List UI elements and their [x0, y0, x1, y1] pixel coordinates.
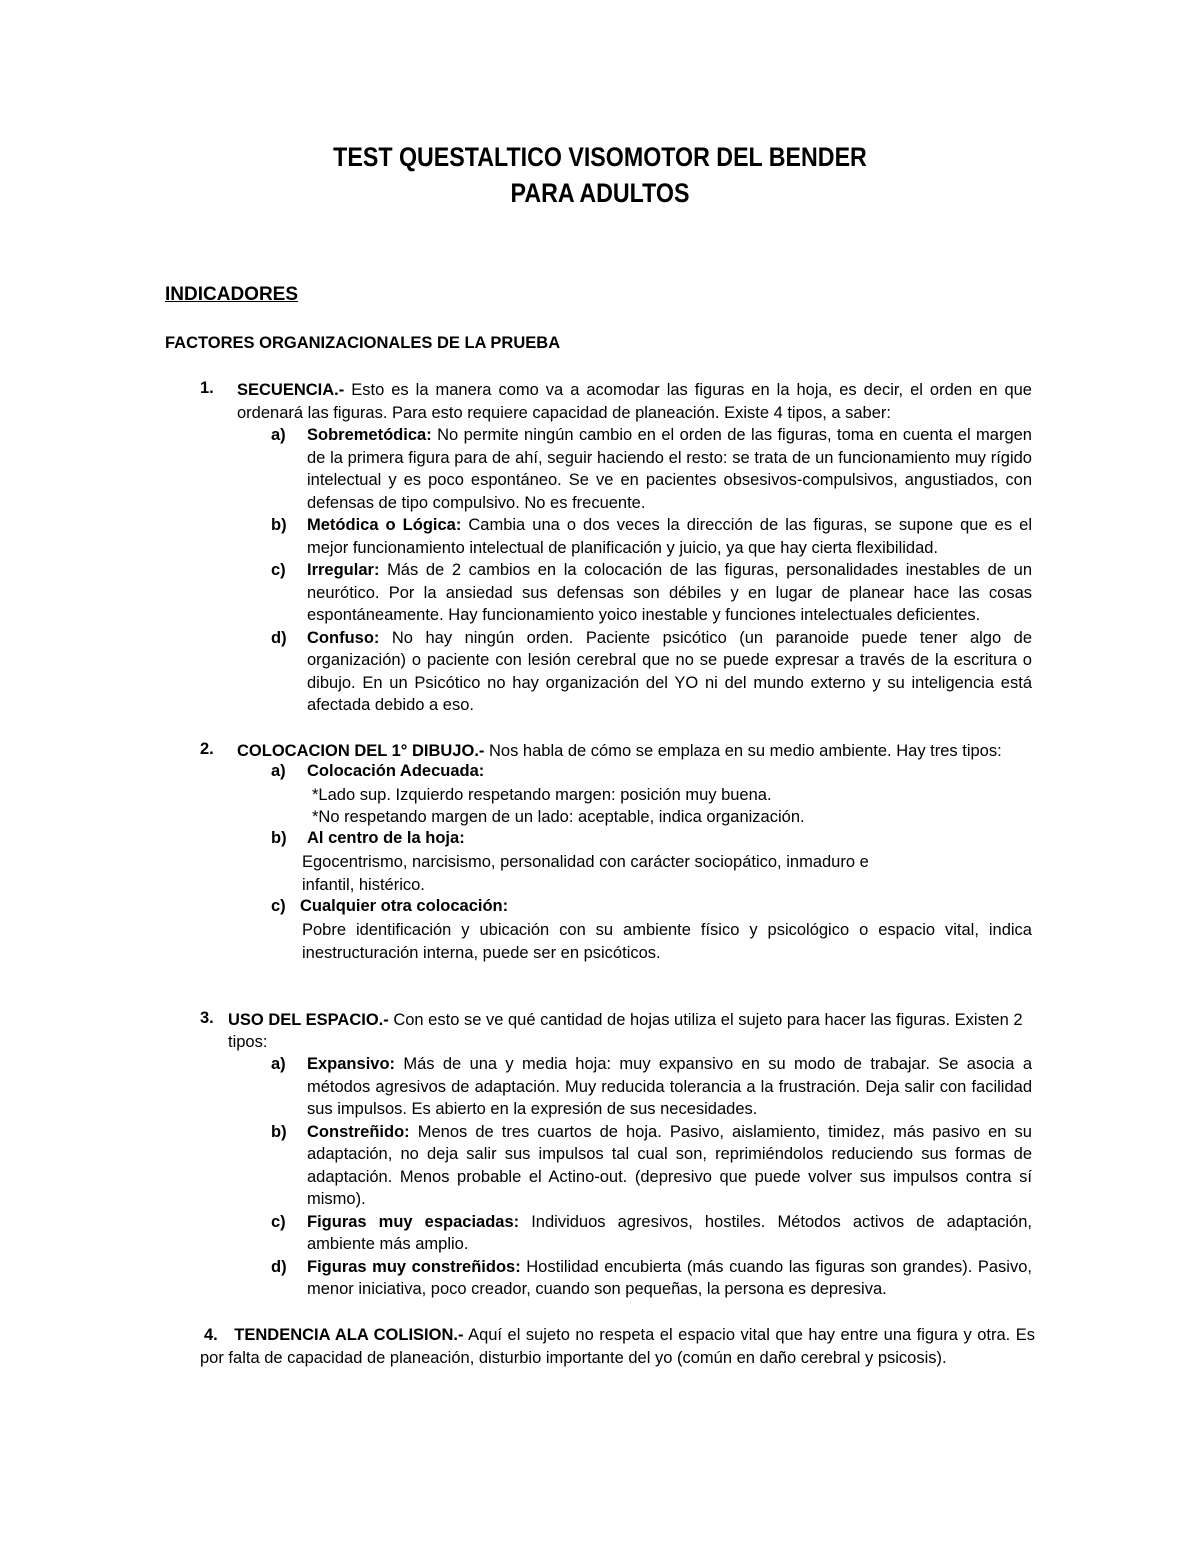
title-line-2: PARA ADULTOS: [510, 178, 690, 208]
section-3-text: Con esto se ve qué cantidad de hojas utiliza el sujeto para hacer las figuras. Existen 2: [388, 1011, 1023, 1029]
item-letter: b): [271, 829, 287, 847]
item-label: Constreñido:: [307, 1122, 410, 1141]
section-4-number: 4.: [204, 1326, 218, 1344]
list-item: [271, 1211, 1032, 1256]
list-item: [271, 1256, 1032, 1301]
item-label: Figuras muy constreñidos:: [307, 1257, 521, 1276]
item-label: Al centro de la hoja:: [307, 829, 465, 847]
section-1-list: [271, 424, 1032, 717]
item-letter: b): [271, 516, 287, 534]
section-2-number: 2.: [200, 740, 214, 758]
title-line-1: TEST QUESTALTICO VISOMOTOR DEL BENDER: [333, 142, 867, 172]
section-2-label: COLOCACION DEL 1° DIBUJO.-: [237, 742, 485, 760]
factors-heading: FACTORES ORGANIZACIONALES DE LA PRUEBA: [165, 334, 561, 352]
item-label: Sobremetódica:: [307, 426, 432, 444]
item-text: Cambia una o dos veces la dirección de las figuras, se supone que es el mejor funcionamiento intelectual de planificación y juicio, ya que hay cierta flexibilidad.: [307, 516, 1032, 557]
item-letter: b): [271, 1122, 287, 1141]
section-3-intro: [228, 1009, 1038, 1032]
section-heading-indicadores: INDICADORES: [165, 284, 299, 305]
item-label: Figuras muy espaciadas:: [307, 1212, 520, 1231]
section-1-label: SECUENCIA.-: [237, 381, 345, 399]
list-item: [271, 424, 1032, 514]
item-letter: c): [271, 1212, 286, 1231]
list-item: [271, 514, 1032, 559]
list-item: [271, 1121, 1032, 1211]
item-text: Más de una y media hoja: muy expansivo en su modo de trabajar. Se asocia a métodos agresivos de adaptación. Muy reducida tolerancia a la frustración. Deja salir con facilidad sus impulsos. Es abierto en la expresión de sus necesidades.: [307, 1055, 1032, 1118]
section-3-number: 3.: [200, 1009, 214, 1027]
item-letter: a): [271, 762, 286, 780]
item-letter: c): [271, 897, 286, 915]
item-label: Expansivo:: [307, 1055, 396, 1073]
item-text: Menos de tres cuartos de hoja. Pasivo, aislamiento, timidez, más pasivo en su adaptación, no deja salir sus impulsos tal cual son, reprimiéndolos reduciendo sus formas de adaptación. Menos probable el Actino-out. (depresivo que puede volver sus impulsos contra sí mismo).: [307, 1122, 1032, 1208]
item-label: Confuso:: [307, 628, 380, 647]
item-text: No permite ningún cambio en el orden de las figuras, toma en cuenta el margen de la primera figura para de ahí, seguir haciendo el resto: se trata de un funcionamiento muy rígido intelectual y es poco espontáneo. Se ve en pacientes obsesivos-compulsivos, angustiados, con defensas de tipo compulsivo. No es frecuente.: [307, 426, 1032, 512]
section-3-text-2: tipos:: [228, 1033, 268, 1051]
section-2-text: Nos habla de cómo se emplaza en su medio ambiente. Hay tres tipos:: [484, 742, 1002, 760]
item-text: No hay ningún orden. Paciente psicótico (un paranoide puede tener algo de organización) o paciente con lesión cerebral que no se puede expresar a través de la escritura o dibujo. En un Psicótico no hay organización del YO ni del mundo externo y su inteligencia está afectada debido a eso.: [307, 628, 1032, 714]
item-letter: d): [271, 628, 287, 647]
item-text: Individuos agresivos, hostiles. Métodos activos de adaptación, ambiente más amplio.: [307, 1212, 1032, 1253]
list-item: [271, 627, 1032, 717]
section-3-label: USO DEL ESPACIO.-: [228, 1011, 389, 1029]
item-text: Más de 2 cambios en la colocación de las figuras, personalidades inestables de un neurótico. Por la ansiedad sus defensas son débiles y en lugar de planear hace las cosas espontáneamente. Hay funcionamiento yoico inestable y funciones intelectuales deficientes.: [307, 561, 1032, 624]
item-text: Hostilidad encubierta (más cuando las figuras son grandes). Pasivo, menor iniciativa, poco creador, cuando son pequeñas, la persona es depresiva.: [307, 1257, 1032, 1298]
item-letter: a): [271, 426, 286, 444]
item-letter: c): [271, 561, 286, 579]
item-text: infantil, histérico.: [302, 876, 425, 894]
list-item: [271, 559, 1032, 627]
section-2-intro: [237, 740, 1037, 763]
item-text: *Lado sup. Izquierdo respetando margen: posición muy buena.: [312, 786, 772, 804]
item-text: *No respetando margen de un lado: aceptable, indica organización.: [312, 808, 805, 826]
item-letter: a): [271, 1055, 286, 1073]
item-label: Cualquier otra colocación:: [300, 897, 509, 915]
item-label: Colocación Adecuada:: [307, 762, 485, 780]
section-4-label: TENDENCIA ALA COLISION.-: [234, 1326, 464, 1344]
list-item: [271, 1053, 1032, 1121]
item-letter: d): [271, 1257, 287, 1276]
section-3-list: [271, 1053, 1032, 1301]
section-1-text: Esto es la manera como va a acomodar las figuras en la hoja, es decir, el orden en que ordenará las figuras. Para esto requiere capacidad de planeación. Existe 4 tipos, a saber:: [237, 381, 1032, 422]
item-text: Egocentrismo, narcisismo, personalidad con carácter sociopático, inmaduro e: [302, 853, 869, 871]
section-4: [200, 1324, 1035, 1369]
section-4-text: Aquí el sujeto no respeta el espacio vital que hay entre una figura y otra. Es por falta de capacidad de planeación, disturbio importante del yo (común en daño cerebral y psicosis).: [200, 1326, 1035, 1367]
item-label: Irregular:: [307, 561, 380, 579]
item-label: Metódica o Lógica:: [307, 516, 462, 534]
section-1-intro: [237, 379, 1032, 424]
section-1-number: 1.: [200, 379, 214, 397]
item-text: Pobre identificación y ubicación con su ambiente físico y psicológico o espacio vital, indica inestructuración interna, puede ser en psicóticos.: [302, 921, 1032, 962]
